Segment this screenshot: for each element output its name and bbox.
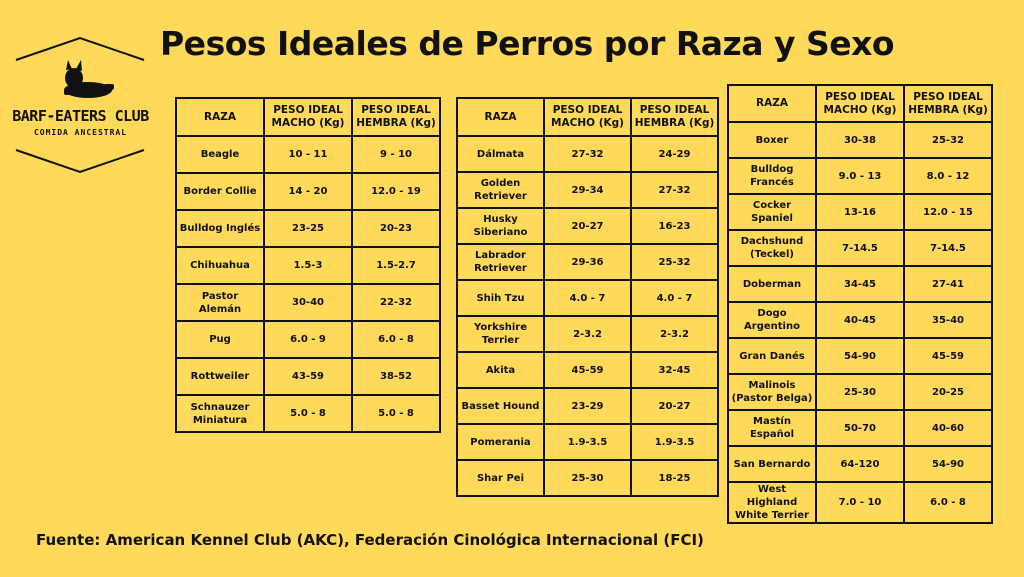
breed-cell: Malinois (Pastor Belga) xyxy=(728,374,816,410)
header-raza: RAZA xyxy=(176,98,264,136)
female-weight-cell: 20-23 xyxy=(352,210,440,247)
breed-cell: Chihuahua xyxy=(176,247,264,284)
table-row xyxy=(728,230,992,266)
table-row xyxy=(728,122,992,158)
table-row xyxy=(728,338,992,374)
female-weight-cell: 7-14.5 xyxy=(904,230,992,266)
male-weight-cell: 14 - 20 xyxy=(264,173,352,210)
male-weight-cell: 45-59 xyxy=(544,352,631,388)
table-row xyxy=(728,374,992,410)
table-row xyxy=(176,210,440,247)
male-weight-cell: 54-90 xyxy=(816,338,904,374)
male-weight-cell: 34-45 xyxy=(816,266,904,302)
table-row xyxy=(728,158,992,194)
female-weight-cell: 40-60 xyxy=(904,410,992,446)
dog-icon xyxy=(64,60,114,98)
female-weight-cell: 4.0 - 7 xyxy=(631,280,718,316)
breed-cell: Yorkshire Terrier xyxy=(457,316,544,352)
table-row xyxy=(728,266,992,302)
header-peso-macho: PESO IDEAL MACHO (Kg) xyxy=(264,98,352,136)
table-header-row xyxy=(457,98,718,136)
female-weight-cell: 1.5-2.7 xyxy=(352,247,440,284)
male-weight-cell: 25-30 xyxy=(816,374,904,410)
breed-cell: Shih Tzu xyxy=(457,280,544,316)
table-row xyxy=(457,316,718,352)
female-weight-cell: 45-59 xyxy=(904,338,992,374)
table-row xyxy=(457,388,718,424)
female-weight-cell: 18-25 xyxy=(631,460,718,496)
male-weight-cell: 23-29 xyxy=(544,388,631,424)
breed-cell: Labrador Retriever xyxy=(457,244,544,280)
male-weight-cell: 23-25 xyxy=(264,210,352,247)
table-row xyxy=(176,247,440,284)
female-weight-cell: 2-3.2 xyxy=(631,316,718,352)
male-weight-cell: 30-40 xyxy=(264,284,352,321)
breed-cell: Doberman xyxy=(728,266,816,302)
weight-table-3 xyxy=(727,84,993,524)
table-row xyxy=(728,446,992,482)
breed-cell: Akita xyxy=(457,352,544,388)
table-row xyxy=(457,208,718,244)
female-weight-cell: 35-40 xyxy=(904,302,992,338)
female-weight-cell: 12.0 - 15 xyxy=(904,194,992,230)
female-weight-cell: 5.0 - 8 xyxy=(352,395,440,432)
header-peso-macho: PESO IDEAL MACHO (Kg) xyxy=(544,98,631,136)
male-weight-cell: 7.0 - 10 xyxy=(816,482,904,523)
table-row xyxy=(176,173,440,210)
female-weight-cell: 27-32 xyxy=(631,172,718,208)
breed-cell: Dachshund (Teckel) xyxy=(728,230,816,266)
header-peso-hembra: PESO IDEAL HEMBRA (Kg) xyxy=(352,98,440,136)
male-weight-cell: 13-16 xyxy=(816,194,904,230)
female-weight-cell: 1.9-3.5 xyxy=(631,424,718,460)
male-weight-cell: 7-14.5 xyxy=(816,230,904,266)
female-weight-cell: 8.0 - 12 xyxy=(904,158,992,194)
male-weight-cell: 50-70 xyxy=(816,410,904,446)
female-weight-cell: 6.0 - 8 xyxy=(352,321,440,358)
breed-cell: Bulldog Francés xyxy=(728,158,816,194)
source-footer: Fuente: American Kennel Club (AKC), Federación Cinológica Internacional (FCI) xyxy=(36,531,704,549)
table-header-row xyxy=(176,98,440,136)
female-weight-cell: 20-25 xyxy=(904,374,992,410)
female-weight-cell: 27-41 xyxy=(904,266,992,302)
header-peso-hembra: PESO IDEAL HEMBRA (Kg) xyxy=(631,98,718,136)
logo-tagline: COMIDA ANCESTRAL xyxy=(33,128,128,137)
logo-frame xyxy=(8,32,153,180)
female-weight-cell: 32-45 xyxy=(631,352,718,388)
male-weight-cell: 43-59 xyxy=(264,358,352,395)
male-weight-cell: 10 - 11 xyxy=(264,136,352,173)
breed-cell: Cocker Spaniel xyxy=(728,194,816,230)
male-weight-cell: 30-38 xyxy=(816,122,904,158)
male-weight-cell: 20-27 xyxy=(544,208,631,244)
breed-cell: Gran Danés xyxy=(728,338,816,374)
weight-table-1 xyxy=(175,97,441,433)
table-row xyxy=(728,302,992,338)
table-row xyxy=(176,321,440,358)
breed-cell: Border Collie xyxy=(176,173,264,210)
table-row xyxy=(728,194,992,230)
female-weight-cell: 9 - 10 xyxy=(352,136,440,173)
breed-cell: Rottweiler xyxy=(176,358,264,395)
breed-cell: Mastín Español xyxy=(728,410,816,446)
male-weight-cell: 5.0 - 8 xyxy=(264,395,352,432)
table-row xyxy=(457,424,718,460)
male-weight-cell: 40-45 xyxy=(816,302,904,338)
male-weight-cell: 29-34 xyxy=(544,172,631,208)
logo-name: BARF-EATERS CLUB xyxy=(12,107,149,125)
female-weight-cell: 20-27 xyxy=(631,388,718,424)
weight-table-2 xyxy=(456,97,719,497)
female-weight-cell: 24-29 xyxy=(631,136,718,172)
table-row xyxy=(457,460,718,496)
male-weight-cell: 64-120 xyxy=(816,446,904,482)
breed-cell: Golden Retriever xyxy=(457,172,544,208)
breed-cell: Pastor Alemán xyxy=(176,284,264,321)
table-row xyxy=(728,482,992,523)
breed-cell: Dálmata xyxy=(457,136,544,172)
breed-cell: Pug xyxy=(176,321,264,358)
male-weight-cell: 25-30 xyxy=(544,460,631,496)
header-raza: RAZA xyxy=(457,98,544,136)
male-weight-cell: 2-3.2 xyxy=(544,316,631,352)
table-row xyxy=(457,352,718,388)
male-weight-cell: 1.5-3 xyxy=(264,247,352,284)
breed-cell: Dogo Argentino xyxy=(728,302,816,338)
male-weight-cell: 29-36 xyxy=(544,244,631,280)
breed-cell: San Bernardo xyxy=(728,446,816,482)
header-peso-hembra: PESO IDEAL HEMBRA (Kg) xyxy=(904,85,992,122)
male-weight-cell: 9.0 - 13 xyxy=(816,158,904,194)
male-weight-cell: 4.0 - 7 xyxy=(544,280,631,316)
breed-cell: Schnauzer Miniatura xyxy=(176,395,264,432)
female-weight-cell: 6.0 - 8 xyxy=(904,482,992,523)
table-row xyxy=(176,284,440,321)
table-row xyxy=(457,136,718,172)
table-row xyxy=(176,395,440,432)
breed-cell: Bulldog Inglés xyxy=(176,210,264,247)
header-raza: RAZA xyxy=(728,85,816,122)
male-weight-cell: 1.9-3.5 xyxy=(544,424,631,460)
table-row xyxy=(176,358,440,395)
logo xyxy=(8,32,153,180)
breed-cell: Pomerania xyxy=(457,424,544,460)
breed-cell: Boxer xyxy=(728,122,816,158)
female-weight-cell: 16-23 xyxy=(631,208,718,244)
table-row xyxy=(176,136,440,173)
male-weight-cell: 6.0 - 9 xyxy=(264,321,352,358)
breed-cell: Beagle xyxy=(176,136,264,173)
female-weight-cell: 54-90 xyxy=(904,446,992,482)
table-row xyxy=(457,244,718,280)
female-weight-cell: 25-32 xyxy=(904,122,992,158)
breed-cell: Basset Hound xyxy=(457,388,544,424)
male-weight-cell: 27-32 xyxy=(544,136,631,172)
breed-cell: Shar Pei xyxy=(457,460,544,496)
breed-cell: West Highland White Terrier xyxy=(728,482,816,523)
female-weight-cell: 25-32 xyxy=(631,244,718,280)
table-row xyxy=(728,410,992,446)
breed-cell: Husky Siberiano xyxy=(457,208,544,244)
header-peso-macho: PESO IDEAL MACHO (Kg) xyxy=(816,85,904,122)
table-header-row xyxy=(728,85,992,122)
female-weight-cell: 12.0 - 19 xyxy=(352,173,440,210)
page-title: Pesos Ideales de Perros por Raza y Sexo xyxy=(160,24,895,63)
female-weight-cell: 22-32 xyxy=(352,284,440,321)
table-row xyxy=(457,280,718,316)
table-row xyxy=(457,172,718,208)
female-weight-cell: 38-52 xyxy=(352,358,440,395)
